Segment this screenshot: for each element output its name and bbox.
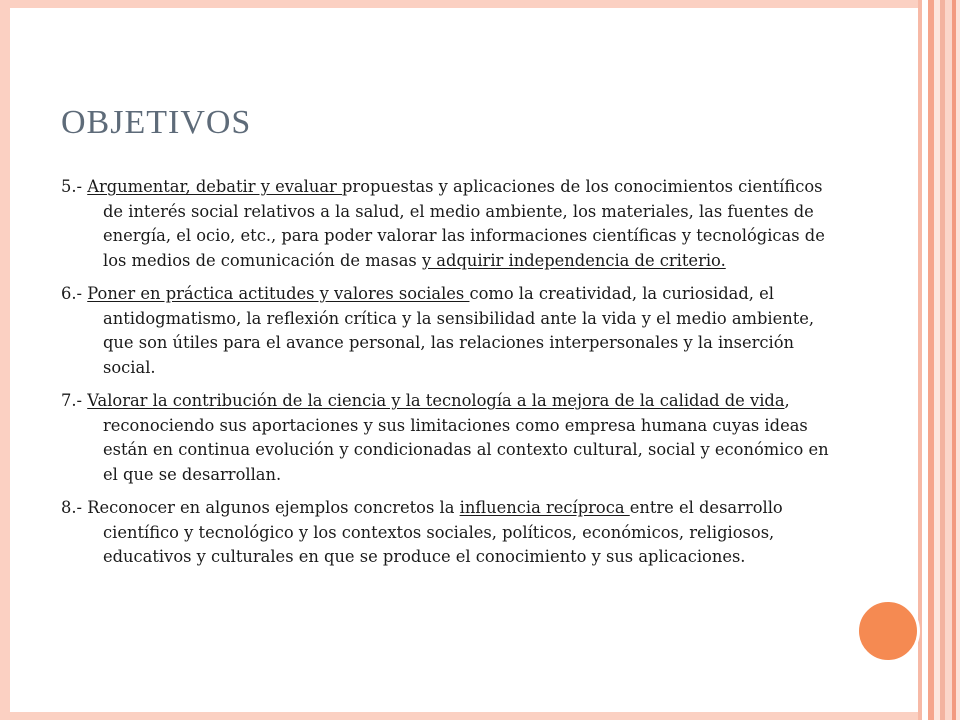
objective-highlight: influencia recíproca — [459, 498, 630, 517]
objective-5 — [61, 175, 831, 273]
objective-number: 7.- — [61, 391, 88, 410]
objective-6 — [61, 282, 831, 380]
objective-text: , reconociendo sus aportaciones y sus limitaciones como empresa humana cuyas ideas están en continua evolución y condicionadas al contexto cultural, social y económico en el que se desarrollan. — [103, 391, 829, 484]
objective-7 — [61, 389, 831, 487]
objectives-list — [61, 175, 831, 579]
slide-frame-left — [0, 0, 10, 720]
objective-8 — [61, 496, 831, 570]
objective-number: 5.- — [61, 177, 88, 196]
objective-text: entre el desarrollo científico y tecnológico y los contextos sociales, políticos, económicos, religiosos, educativos y culturales en que se produce el conocimiento y sus aplicaciones. — [103, 498, 783, 566]
slide-frame-bottom — [0, 712, 918, 720]
slide-frame-top — [0, 0, 918, 8]
objective-highlight: Valorar la contribución de la ciencia y la tecnología a la mejora de la calidad de vida — [87, 391, 785, 410]
objective-highlight: Poner en práctica actitudes y valores sociales — [87, 284, 470, 303]
objective-text: Reconocer en algunos ejemplos concretos la — [87, 498, 460, 517]
slide-title: OBJETIVOS — [61, 104, 252, 141]
objective-highlight: y adquirir independencia de criterio. — [421, 250, 726, 270]
objective-number: 8.- — [61, 498, 88, 517]
objective-number: 6.- — [61, 284, 88, 303]
objective-text: propuestas y aplicaciones de los conocimientos científicos de interés social relativos a la salud, el medio ambiente, los materiales, las fuentes de energía, el ocio, etc., para poder valorar las informaciones científicas y tecnológicas de los medios de comunicación de masas — [103, 177, 825, 270]
orange-circle-decoration — [856, 599, 920, 663]
objective-highlight: Argumentar, debatir y evaluar — [87, 177, 342, 196]
objective-text: como la creatividad, la curiosidad, el antidogmatismo, la reflexión crítica y la sensibilidad ante la vida y el medio ambiente, que son útiles para el avance personal, las relaciones interpersonales y la inserción social. — [103, 284, 815, 377]
decorative-stripes — [918, 0, 960, 720]
